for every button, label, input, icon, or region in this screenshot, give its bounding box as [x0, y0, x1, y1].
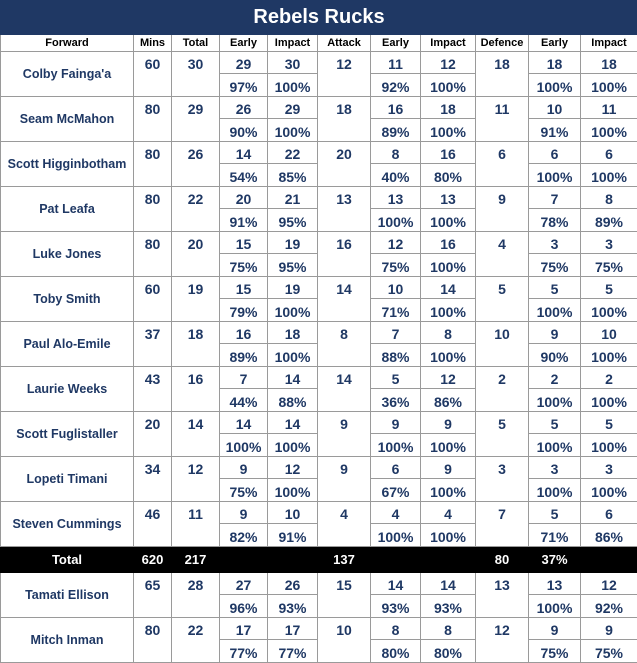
- attack-cell: 14: [318, 367, 371, 412]
- defence-cell: 13: [476, 573, 529, 618]
- mins-cell: 60: [134, 52, 172, 97]
- player-name: Lopeti Timani: [1, 457, 134, 502]
- defence-impact-cell: 18: [581, 52, 637, 74]
- player-name: Luke Jones: [1, 232, 134, 277]
- early-percent-cell: 89%: [220, 344, 268, 367]
- attack-impact-cell: 8: [421, 322, 476, 344]
- player-name: Scott Fuglistaller: [1, 412, 134, 457]
- attack-cell: 9: [318, 457, 371, 502]
- defence-early-cell: 3: [529, 232, 581, 254]
- totals-empty: [371, 547, 421, 573]
- totals-mins: 620: [134, 547, 172, 573]
- defence-impact-percent-cell: 92%: [581, 595, 637, 618]
- attack-early-percent-cell: 100%: [371, 434, 421, 457]
- impact-percent-cell: 100%: [268, 344, 318, 367]
- total-cell: 20: [172, 232, 220, 277]
- early-percent-cell: 44%: [220, 389, 268, 412]
- attack-impact-percent-cell: 80%: [421, 164, 476, 187]
- defence-impact-percent-cell: 100%: [581, 164, 637, 187]
- impact-cell: 10: [268, 502, 318, 524]
- attack-early-percent-cell: 93%: [371, 595, 421, 618]
- attack-impact-percent-cell: 100%: [421, 344, 476, 367]
- table-row: [1, 367, 637, 389]
- early-percent-cell: 97%: [220, 74, 268, 97]
- header-attack-impact: Impact: [421, 35, 476, 52]
- totals-label: Total: [1, 547, 134, 573]
- attack-cell: 12: [318, 52, 371, 97]
- mins-cell: 80: [134, 232, 172, 277]
- defence-impact-cell: 6: [581, 142, 637, 164]
- mins-cell: 80: [134, 142, 172, 187]
- defence-cell: 12: [476, 618, 529, 663]
- total-cell: 11: [172, 502, 220, 547]
- totals-empty: [581, 547, 637, 573]
- defence-impact-cell: 12: [581, 573, 637, 595]
- attack-impact-percent-cell: 100%: [421, 524, 476, 547]
- totals-empty: [268, 547, 318, 573]
- attack-early-cell: 14: [371, 573, 421, 595]
- attack-early-cell: 9: [371, 412, 421, 434]
- early-cell: 15: [220, 277, 268, 299]
- attack-early-percent-cell: 80%: [371, 640, 421, 663]
- impact-cell: 19: [268, 232, 318, 254]
- impact-percent-cell: 85%: [268, 164, 318, 187]
- impact-cell: 18: [268, 322, 318, 344]
- defence-impact-cell: 6: [581, 502, 637, 524]
- defence-early-percent-cell: 90%: [529, 344, 581, 367]
- total-cell: 16: [172, 367, 220, 412]
- header-impact: Impact: [268, 35, 318, 52]
- attack-impact-percent-cell: 86%: [421, 389, 476, 412]
- total-cell: 22: [172, 618, 220, 663]
- attack-cell: 9: [318, 412, 371, 457]
- impact-cell: 21: [268, 187, 318, 209]
- impact-percent-cell: 91%: [268, 524, 318, 547]
- defence-impact-percent-cell: 100%: [581, 344, 637, 367]
- defence-early-percent-cell: 91%: [529, 119, 581, 142]
- table-row: [1, 52, 637, 74]
- early-percent-cell: 100%: [220, 434, 268, 457]
- early-cell: 14: [220, 142, 268, 164]
- impact-cell: 22: [268, 142, 318, 164]
- defence-impact-cell: 5: [581, 277, 637, 299]
- attack-early-cell: 11: [371, 52, 421, 74]
- total-cell: 30: [172, 52, 220, 97]
- defence-impact-cell: 9: [581, 618, 637, 640]
- early-percent-cell: 79%: [220, 299, 268, 322]
- header-defence: Defence: [476, 35, 529, 52]
- attack-early-percent-cell: 100%: [371, 524, 421, 547]
- early-cell: 14: [220, 412, 268, 434]
- impact-percent-cell: 100%: [268, 434, 318, 457]
- attack-early-percent-cell: 75%: [371, 254, 421, 277]
- mins-cell: 37: [134, 322, 172, 367]
- early-percent-cell: 96%: [220, 595, 268, 618]
- early-percent-cell: 82%: [220, 524, 268, 547]
- defence-cell: 9: [476, 187, 529, 232]
- attack-cell: 16: [318, 232, 371, 277]
- attack-impact-cell: 12: [421, 367, 476, 389]
- attack-early-percent-cell: 67%: [371, 479, 421, 502]
- defence-impact-percent-cell: 75%: [581, 254, 637, 277]
- attack-early-cell: 10: [371, 277, 421, 299]
- defence-early-cell: 2: [529, 367, 581, 389]
- defence-early-percent-cell: 75%: [529, 640, 581, 663]
- player-name: Mitch Inman: [1, 618, 134, 663]
- impact-cell: 30: [268, 52, 318, 74]
- header-attack-early: Early: [371, 35, 421, 52]
- attack-cell: 10: [318, 618, 371, 663]
- impact-percent-cell: 100%: [268, 74, 318, 97]
- player-name: Tamati Ellison: [1, 573, 134, 618]
- defence-impact-percent-cell: 100%: [581, 389, 637, 412]
- totals-defence: 80: [476, 547, 529, 573]
- totals-empty: [421, 547, 476, 573]
- mins-cell: 34: [134, 457, 172, 502]
- player-name: Laurie Weeks: [1, 367, 134, 412]
- player-name: Scott Higginbotham: [1, 142, 134, 187]
- table-row: [1, 502, 637, 524]
- impact-percent-cell: 100%: [268, 299, 318, 322]
- player-name: Seam McMahon: [1, 97, 134, 142]
- attack-impact-cell: 12: [421, 52, 476, 74]
- defence-impact-percent-cell: 100%: [581, 299, 637, 322]
- total-cell: 14: [172, 412, 220, 457]
- attack-cell: 14: [318, 277, 371, 322]
- attack-impact-percent-cell: 80%: [421, 640, 476, 663]
- defence-early-percent-cell: 100%: [529, 164, 581, 187]
- table-row: [1, 573, 637, 595]
- defence-cell: 4: [476, 232, 529, 277]
- player-name: Toby Smith: [1, 277, 134, 322]
- defence-early-percent-cell: 100%: [529, 434, 581, 457]
- defence-cell: 10: [476, 322, 529, 367]
- mins-cell: 20: [134, 412, 172, 457]
- defence-early-percent-cell: 75%: [529, 254, 581, 277]
- defence-cell: 7: [476, 502, 529, 547]
- early-percent-cell: 90%: [220, 119, 268, 142]
- attack-early-percent-cell: 92%: [371, 74, 421, 97]
- defence-impact-cell: 10: [581, 322, 637, 344]
- attack-impact-percent-cell: 100%: [421, 434, 476, 457]
- total-cell: 12: [172, 457, 220, 502]
- header-defence-impact: Impact: [581, 35, 637, 52]
- attack-early-percent-cell: 88%: [371, 344, 421, 367]
- defence-early-percent-cell: 100%: [529, 479, 581, 502]
- defence-early-cell: 9: [529, 322, 581, 344]
- attack-cell: 13: [318, 187, 371, 232]
- impact-cell: 14: [268, 367, 318, 389]
- early-cell: 27: [220, 573, 268, 595]
- early-percent-cell: 77%: [220, 640, 268, 663]
- totals-attack: 137: [318, 547, 371, 573]
- attack-cell: 8: [318, 322, 371, 367]
- attack-impact-cell: 8: [421, 618, 476, 640]
- early-cell: 9: [220, 502, 268, 524]
- total-cell: 19: [172, 277, 220, 322]
- table-row: [1, 97, 637, 119]
- attack-early-cell: 6: [371, 457, 421, 479]
- defence-impact-percent-cell: 75%: [581, 640, 637, 663]
- impact-percent-cell: 88%: [268, 389, 318, 412]
- attack-early-percent-cell: 100%: [371, 209, 421, 232]
- defence-early-cell: 3: [529, 457, 581, 479]
- total-cell: 28: [172, 573, 220, 618]
- attack-impact-cell: 16: [421, 232, 476, 254]
- early-percent-cell: 75%: [220, 254, 268, 277]
- table-row: [1, 457, 637, 479]
- player-name: Steven Cummings: [1, 502, 134, 547]
- total-cell: 26: [172, 142, 220, 187]
- total-cell: 18: [172, 322, 220, 367]
- attack-impact-cell: 16: [421, 142, 476, 164]
- defence-cell: 6: [476, 142, 529, 187]
- early-cell: 26: [220, 97, 268, 119]
- table-row: [1, 232, 637, 254]
- defence-cell: 3: [476, 457, 529, 502]
- defence-early-cell: 5: [529, 412, 581, 434]
- defence-cell: 5: [476, 277, 529, 322]
- attack-cell: 18: [318, 97, 371, 142]
- mins-cell: 43: [134, 367, 172, 412]
- attack-impact-percent-cell: 100%: [421, 299, 476, 322]
- impact-percent-cell: 100%: [268, 119, 318, 142]
- table-row: [1, 187, 637, 209]
- impact-percent-cell: 100%: [268, 479, 318, 502]
- defence-early-percent-cell: 100%: [529, 595, 581, 618]
- early-cell: 15: [220, 232, 268, 254]
- defence-early-cell: 18: [529, 52, 581, 74]
- player-name: Pat Leafa: [1, 187, 134, 232]
- mins-cell: 65: [134, 573, 172, 618]
- defence-impact-cell: 3: [581, 232, 637, 254]
- attack-early-percent-cell: 36%: [371, 389, 421, 412]
- defence-impact-percent-cell: 100%: [581, 479, 637, 502]
- attack-cell: 20: [318, 142, 371, 187]
- attack-early-cell: 8: [371, 618, 421, 640]
- defence-impact-cell: 8: [581, 187, 637, 209]
- header-row: [1, 35, 637, 52]
- attack-early-cell: 5: [371, 367, 421, 389]
- attack-impact-cell: 18: [421, 97, 476, 119]
- attack-early-cell: 8: [371, 142, 421, 164]
- attack-early-cell: 12: [371, 232, 421, 254]
- early-percent-cell: 54%: [220, 164, 268, 187]
- total-cell: 29: [172, 97, 220, 142]
- attack-impact-percent-cell: 100%: [421, 209, 476, 232]
- mins-cell: 80: [134, 618, 172, 663]
- attack-cell: 4: [318, 502, 371, 547]
- early-cell: 20: [220, 187, 268, 209]
- defence-early-cell: 7: [529, 187, 581, 209]
- defence-impact-percent-cell: 86%: [581, 524, 637, 547]
- totals-row: [1, 547, 637, 573]
- early-cell: 17: [220, 618, 268, 640]
- mins-cell: 80: [134, 187, 172, 232]
- impact-cell: 14: [268, 412, 318, 434]
- early-cell: 29: [220, 52, 268, 74]
- header-attack: Attack: [318, 35, 371, 52]
- attack-early-cell: 13: [371, 187, 421, 209]
- defence-early-percent-cell: 100%: [529, 389, 581, 412]
- player-name: Colby Fainga'a: [1, 52, 134, 97]
- defence-impact-percent-cell: 100%: [581, 119, 637, 142]
- impact-cell: 17: [268, 618, 318, 640]
- table-row: [1, 618, 637, 640]
- table-row: [1, 277, 637, 299]
- attack-early-cell: 4: [371, 502, 421, 524]
- early-percent-cell: 91%: [220, 209, 268, 232]
- early-cell: 7: [220, 367, 268, 389]
- impact-cell: 12: [268, 457, 318, 479]
- impact-percent-cell: 93%: [268, 595, 318, 618]
- attack-impact-percent-cell: 100%: [421, 119, 476, 142]
- attack-early-percent-cell: 71%: [371, 299, 421, 322]
- impact-cell: 19: [268, 277, 318, 299]
- attack-impact-percent-cell: 93%: [421, 595, 476, 618]
- defence-early-cell: 5: [529, 502, 581, 524]
- early-percent-cell: 75%: [220, 479, 268, 502]
- defence-impact-cell: 11: [581, 97, 637, 119]
- defence-early-percent-cell: 71%: [529, 524, 581, 547]
- mins-cell: 46: [134, 502, 172, 547]
- defence-early-percent-cell: 100%: [529, 299, 581, 322]
- defence-impact-percent-cell: 100%: [581, 74, 637, 97]
- defence-early-cell: 10: [529, 97, 581, 119]
- attack-impact-cell: 14: [421, 573, 476, 595]
- defence-impact-percent-cell: 100%: [581, 434, 637, 457]
- defence-early-cell: 9: [529, 618, 581, 640]
- defence-cell: 18: [476, 52, 529, 97]
- defence-cell: 11: [476, 97, 529, 142]
- mins-cell: 60: [134, 277, 172, 322]
- defence-cell: 2: [476, 367, 529, 412]
- header-mins: Mins: [134, 35, 172, 52]
- defence-impact-cell: 5: [581, 412, 637, 434]
- impact-percent-cell: 77%: [268, 640, 318, 663]
- header-defence-early: Early: [529, 35, 581, 52]
- player-name: Paul Alo-Emile: [1, 322, 134, 367]
- impact-percent-cell: 95%: [268, 209, 318, 232]
- attack-impact-percent-cell: 100%: [421, 479, 476, 502]
- attack-cell: 15: [318, 573, 371, 618]
- defence-impact-cell: 2: [581, 367, 637, 389]
- header-early: Early: [220, 35, 268, 52]
- attack-early-percent-cell: 40%: [371, 164, 421, 187]
- table-row: [1, 412, 637, 434]
- totals-total: 217: [172, 547, 220, 573]
- defence-early-cell: 13: [529, 573, 581, 595]
- totals-empty: [220, 547, 268, 573]
- impact-cell: 29: [268, 97, 318, 119]
- attack-impact-cell: 4: [421, 502, 476, 524]
- defence-impact-cell: 3: [581, 457, 637, 479]
- attack-impact-cell: 9: [421, 457, 476, 479]
- defence-early-percent-cell: 78%: [529, 209, 581, 232]
- attack-impact-cell: 14: [421, 277, 476, 299]
- totals-defence-early: 37%: [529, 547, 581, 573]
- mins-cell: 80: [134, 97, 172, 142]
- table-row: [1, 142, 637, 164]
- table-title: Rebels Rucks: [1, 1, 637, 35]
- defence-early-cell: 6: [529, 142, 581, 164]
- early-cell: 9: [220, 457, 268, 479]
- header-forward: Forward: [1, 35, 134, 52]
- attack-impact-cell: 9: [421, 412, 476, 434]
- attack-early-percent-cell: 89%: [371, 119, 421, 142]
- attack-impact-percent-cell: 100%: [421, 74, 476, 97]
- attack-impact-percent-cell: 100%: [421, 254, 476, 277]
- table-row: [1, 322, 637, 344]
- attack-early-cell: 7: [371, 322, 421, 344]
- early-cell: 16: [220, 322, 268, 344]
- impact-percent-cell: 95%: [268, 254, 318, 277]
- defence-early-percent-cell: 100%: [529, 74, 581, 97]
- defence-early-cell: 5: [529, 277, 581, 299]
- attack-early-cell: 16: [371, 97, 421, 119]
- header-total: Total: [172, 35, 220, 52]
- total-cell: 22: [172, 187, 220, 232]
- impact-cell: 26: [268, 573, 318, 595]
- defence-cell: 5: [476, 412, 529, 457]
- defence-impact-percent-cell: 89%: [581, 209, 637, 232]
- attack-impact-cell: 13: [421, 187, 476, 209]
